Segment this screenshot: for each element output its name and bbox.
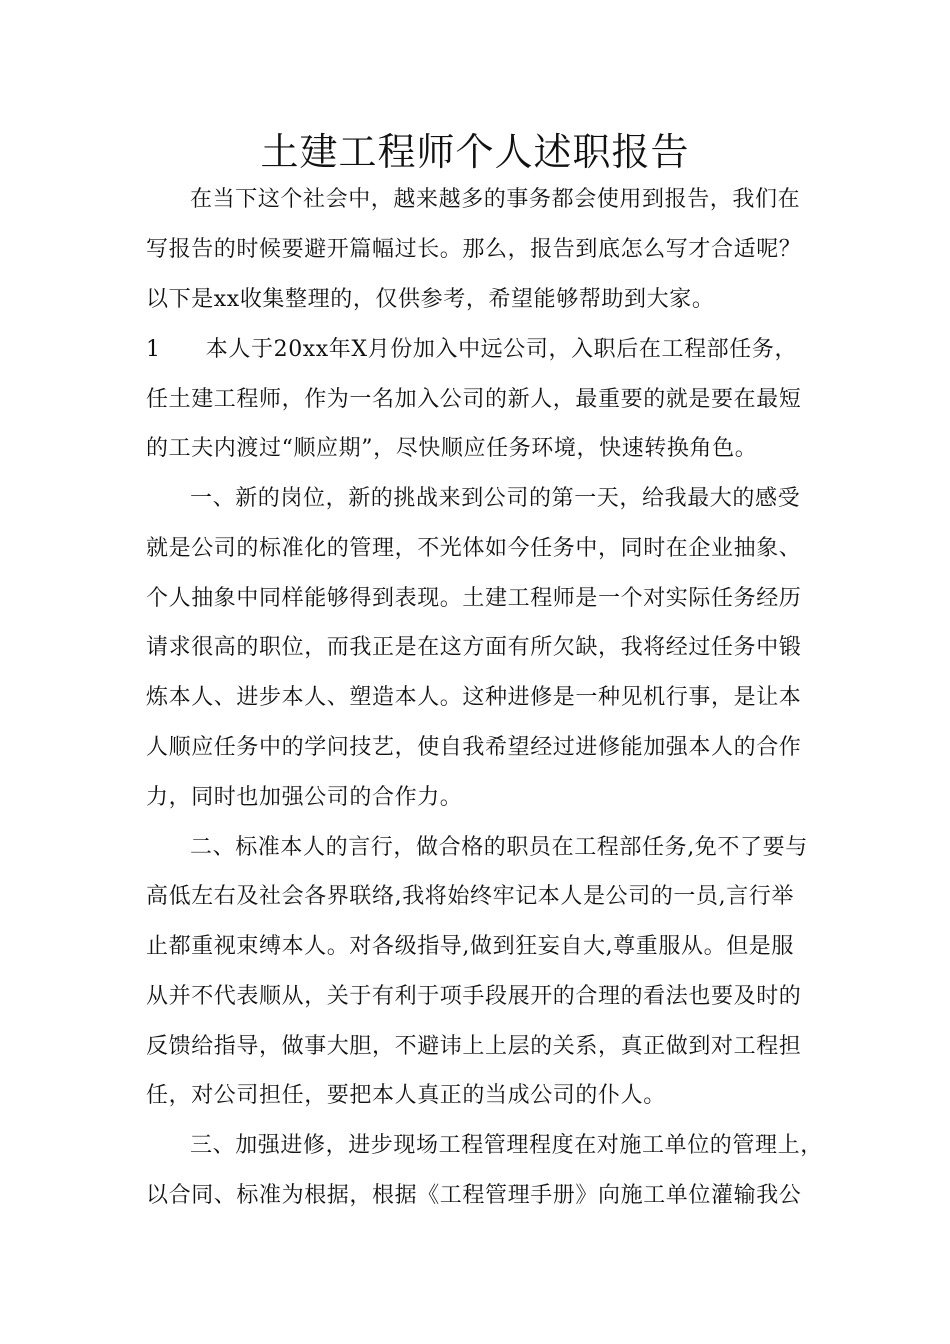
text-line: 任，对公司担任，要把本人真正的当成公司的仆人。: [146, 1083, 666, 1108]
text-line: 止都重视束缚本人。对各级指导,做到狂妄自大,尊重服从。但是服: [146, 934, 794, 959]
text-line: 三、加强进修，进步现场工程管理程度在对施工单位的管理上，: [190, 1133, 823, 1158]
text-line: 高低左右及社会各界联络,我将始终牢记本人是公司的一员,言行举: [146, 884, 794, 909]
text-line: 一、新的岗位，新的挑战来到公司的第一天，给我最大的感受: [190, 486, 801, 511]
text-line: 以合同、标准为根据，根据《工程管理手册》向施工单位灌输我公: [146, 1183, 802, 1208]
text-line: 力，同时也加强公司的合作力。: [146, 785, 463, 810]
text-line: 任土建工程师，作为一名加入公司的新人，最重要的就是要在最短: [146, 387, 802, 412]
document-title: 土建工程师个人述职报告: [260, 130, 690, 174]
text-line: 在当下这个社会中，越来越多的事务都会使用到报告，我们在: [190, 187, 801, 212]
text-line: 写报告的时候要避开篇幅过长。那么，报告到底怎么写才合适呢？: [146, 237, 802, 262]
text-line: 炼本人、进步本人、塑造本人。这种进修是一种见机行事，是让本: [146, 685, 802, 710]
text-line: 二、标准本人的言行，做合格的职员在工程部任务,免不了要与: [190, 835, 808, 860]
text-line: 请求很高的职位，而我正是在这方面有所欠缺，我将经过任务中锻: [146, 635, 802, 660]
text-line: 人顺应任务中的学问技艺，使自我希望经过进修能加强本人的合作: [146, 735, 802, 760]
text-line: 个人抽象中同样能够得到表现。土建工程师是一个对实际任务经历: [146, 586, 802, 611]
text-line: 就是公司的标准化的管理，不光体如今任务中，同时在企业抽象、: [146, 536, 802, 561]
text-line: 的工夫内渡过“顺应期”，尽快顺应任务环境，快速转换角色。: [146, 436, 758, 461]
text-line: 以下是xx收集整理的，仅供参考，希望能够帮助到大家。: [146, 287, 715, 312]
text-line: 1 本人于20xx年X月份加入中远公司，入职后在工程部任务，: [146, 337, 798, 362]
text-line: 从并不代表顺从，关于有利于项手段展开的合理的看法也要及时的: [146, 984, 802, 1009]
text-line: 反馈给指导，做事大胆，不避讳上上层的关系，真正做到对工程担: [146, 1034, 802, 1059]
